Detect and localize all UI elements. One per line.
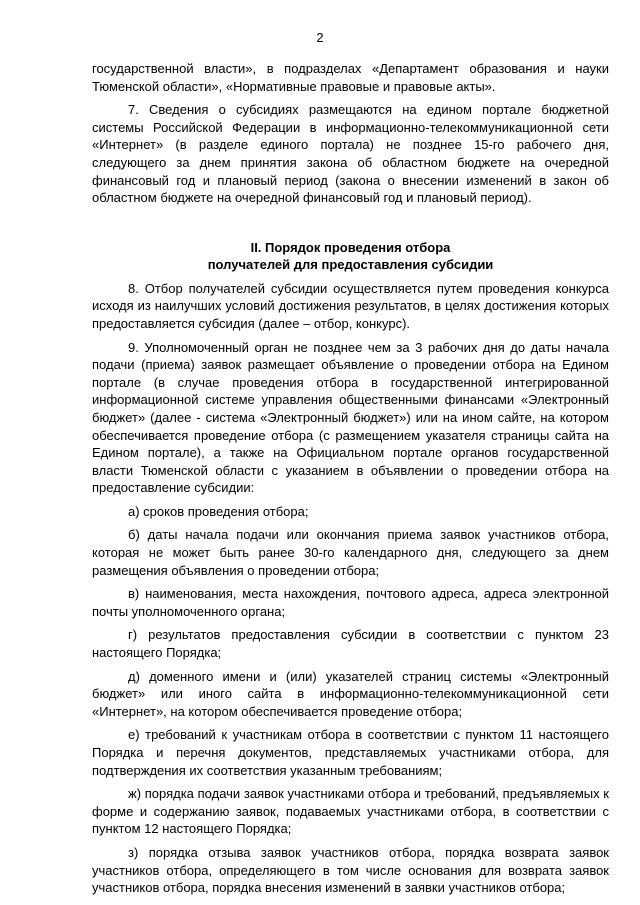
list-item-g: г) результатов предоставления субсидии в соответствии с пунктом 23 настоящего Порядка; [92, 627, 609, 661]
list-item-b: б) даты начала подачи или окончания приема заявок участников отбора, которая не может быть ранее 30-го календарного дня, следующего за днем размещения объявления о проведении отбора; [92, 527, 609, 578]
list-item-v: в) наименования, места нахождения, почтового адреса, адреса электронной почты уполномоченного органа; [92, 586, 609, 619]
section-heading-line-2: получателей для предоставления субсидии [207, 257, 494, 273]
paragraph-continuation: государственной власти», в подразделах «Департамент образования и науки Тюменской области», «Нормативные правовые и правовые акты». [92, 61, 609, 94]
section-heading-line-1: II. Порядок проведения отбора [250, 239, 451, 255]
paragraph-8: 8. Отбор получателей субсидии осуществляется путем проведения конкурса исходя из наилучших условий достижения результатов, в целях достижения которых предоставляется субсидия (далее – отбор, конкурс). [92, 280, 609, 331]
list-item-e: е) требований к участникам отбора в соответствии с пунктом 11 настоящего Порядка и перечня документов, представляемых участниками отбора, для подтверждения их соответствия указанным требованиям; [92, 727, 609, 778]
document-body [92, 60, 609, 897]
list-item-zh: ж) порядка подачи заявок участниками отбора и требований, предъявляемых к форме и содержанию заявок, подаваемых участниками отбора, в соответствии с пунктом 12 настоящего Порядка; [92, 786, 609, 837]
list-item-z: з) порядка отзыва заявок участников отбора, порядка возврата заявок участников отбора, определяющего в том числе основания для возврата заявок участников отбора, порядка внесения изменений в заявки участников отбора; [92, 844, 609, 896]
paragraph-7: 7. Сведения о субсидиях размещаются на едином портале бюджетной системы Российской Федерации в информационно-телекоммуникационной сети «Интернет» (в разделе единого портала) не позднее 15-го рабочего дня, следующего за днем принятия закона об областном бюджете на очередной финансовый год и плановый период (закона о внесении изменений в закон об областном бюджете на очередной финансовый год и плановый период). [92, 102, 609, 206]
list-item-d: д) доменного имени и (или) указателей страниц системы «Электронный бюджет» или иного сайта в информационно-телекоммуникационной сети «Интернет», на котором обеспечивается проведение отбора; [92, 668, 609, 719]
page-number: 2 [316, 30, 324, 45]
paragraph-9: 9. Уполномоченный орган не позднее чем за 3 рабочих дня до даты начала подачи (приема) заявок размещает объявление о проведении отбора на Едином портале (в случае проведения отбора в государственной интегрированной информационной системе управления общественными финансами «Электронный бюджет» (далее - система «Электронный бюджет») или на ином сайте, на котором обеспечивается проведение отбора (с размещением указателя страницы сайта на Едином портале), а также на Официальном портале органов государственной власти Тюменской области с указанием в объявлении о проведении отбора на предоставление субсидии: [92, 339, 609, 496]
list-item-a: а) сроков проведения отбора; [128, 503, 309, 519]
